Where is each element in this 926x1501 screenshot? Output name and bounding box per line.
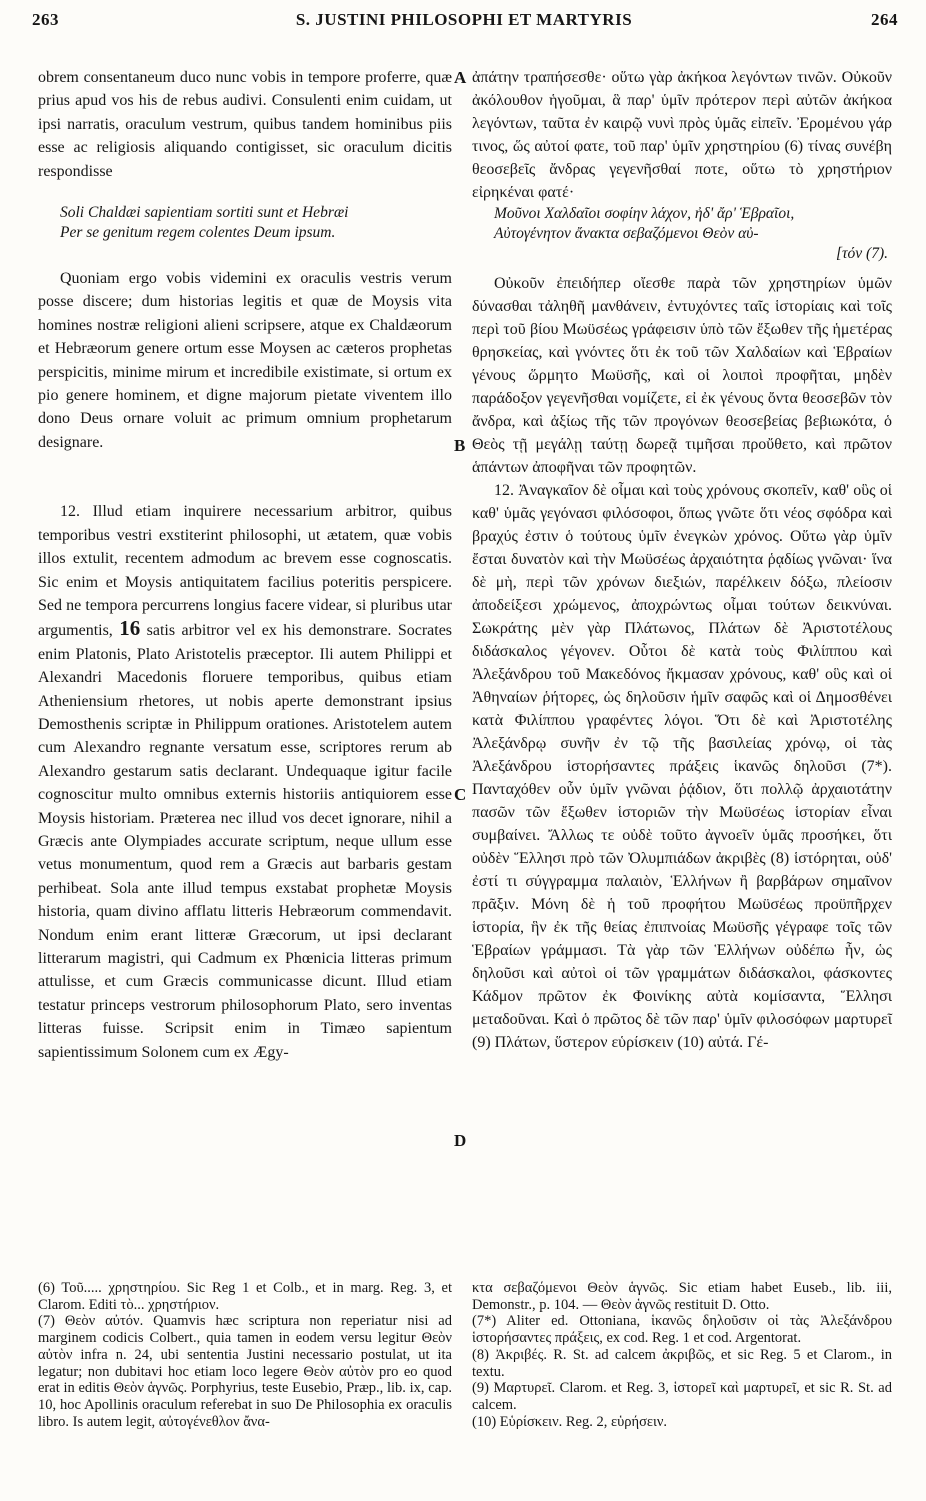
latin-verse-line-1: Soli Chaldæi sapientiam sortiti sunt et Hebræi bbox=[60, 204, 349, 222]
footnotes-left bbox=[38, 1280, 452, 1430]
greek-oracle-verse bbox=[494, 204, 892, 264]
greek-paragraph-1: ἀπάτην τραπήσεσθε· οὕτω γὰρ ἀκήκοα λεγόντων τινῶν. Οὐκοῦν ἀκόλουθον ἡγοῦμαι, ἃ παρ' ὑμῖν πρότερον περὶ αὐτῶν ἀκήκοα λεγόντων, ταῦτα ἐν καιρῷ νυνὶ πρὸς ὑμᾶς εἰπεῖν. Ἐρομένου γάρ τινος, ὥς αὐτοί φατε, τοῦ παρ' ὑμῖν χρηστηρίου (6) τίνας συνέβη θεοσεβεῖς ἄνδρας γεγενῆσθαί ποτε, οὕτω τὸ χρηστήριον εἰρηκέναι φατέ· bbox=[472, 69, 892, 201]
latin-verse-line-2: Per se genitum regem colentes Deum ipsum. bbox=[60, 224, 336, 242]
footnote-7-star: (7*) Aliter ed. Ottoniana, ἱκανῶς δηλοῦσιν οἱ τὰς Ἀλεξάνδρου ἱστορήσαντες πράξεις, ex cod. Reg. 1 et cod. Argentorat. bbox=[472, 1313, 892, 1347]
greek-verse-line-1: Μοῦνοι Χαλδαῖοι σοφίην λάχον, ἠδ' ἄρ' Ἑβραῖοι, bbox=[494, 205, 795, 222]
latin-oracle-verse bbox=[60, 203, 452, 243]
footnote-10: (10) Εὑρίσκειν. Reg. 2, εὑρήσειν. bbox=[472, 1413, 668, 1430]
page-number-left: 263 bbox=[32, 10, 59, 29]
latin-paragraph-1: obrem consentaneum duco nunc vobis in tempore proferre, quæ prius apud vos his de rebus audivi. Consulenti enim cuidam, ut ipsi narratis, oraculum vestrum, quibus tandem hominibus piis esse ac religiosis aliquando contigisset, sic oraculum dicitis respondisse bbox=[38, 69, 452, 180]
latin-paragraph-12-part-1: 12. Illud etiam inquirere necessarium arbitror, quibus temporibus vestri exstiterint philosophi, ut ætatem, quæ vobis illos extulit, recentem admodum ac brevem esse cognoscatis. Sic enim et Moysis antiquitatem facilius poteritis perspicere. Sed ne tempora percurrens longius facere videar, si pluribus utar argumentis, bbox=[38, 503, 452, 640]
latin-paragraph-12-part-2: satis arbitror vel ex his demonstrare. Socrates enim Platonis, Plato Aristotelis præceptor. Ili autem Philippi et Alexandri Macedonis floruere temporibus, quibus etiam Atheniensium rhetores, ut nobis aperte demonstrant ipsius Demosthenis scriptæ in Philippum orationes. Aristotelem autem cum Alexandro regnante versatum esse, scriptores rerum ab Alexandro gestarum satis declarant. Undequaque igitur facile cognoscitur multo omnibus externis historiis antiquiorem esse Moysis historiam. Præterea nec illud vos decet ignorare, nihil a Græcis ante Olympiades accurate scriptum, neque ullum esse vetus monumentum, quod rem a Græcis aut barbaris gestam perhibeat. Sola ante illud tempus exstabat prophetæ Moysis historia, quam divino afflatu litteris Hebræorum commendavit. Nondum enim erant litteræ Græcorum, ut ipsi declarant litterarum magistri, qui Cadmum ex Phœnicia litteras primum attulisse, et cum Græcis communicasse dicunt. Illud etiam testatur princeps vestrorum philosophorum Plato, sero inventas litteras fuisse. Scripsit enim in Timæo sapientum sapientissimum Solonem cum ex Ægy- bbox=[38, 622, 453, 1061]
footnote-9: (9) Μαρτυρεῖ. Clarom. et Reg. 3, ἱστορεῖ καὶ μαρτυρεῖ, et sic R. St. ad calcem. bbox=[472, 1380, 892, 1413]
marker-d: D bbox=[454, 1131, 467, 1150]
marker-a: A bbox=[454, 68, 467, 87]
footnote-7-continued: κτα σεβαζόμενοι Θεὸν ἁγνῶς. Sic etiam habet Euseb., lib. iii, Demonstr., p. 104. — Θεὸν ἁγνῶς restituit D. Otto. bbox=[472, 1280, 892, 1313]
latin-column bbox=[38, 66, 452, 1064]
latin-paragraph-2: Quoniam ergo vobis videmini ex oraculis vestris verum posse discere; dum historias legitis et quæ de Moysis vita homines nostræ religioni alieni scripsere, atque ex Chaldæorum et Hebræorum genere ortum esse Moysen ac cæteros prophetas perspicitis, minime mirum et incredibile existimate, si ortum ex pio genere hominem, et digne majorum pietate viventem illo dono Deus ornare voluit ac primum omnium prophetarum designare. bbox=[38, 270, 452, 451]
page-number-right: 264 bbox=[871, 10, 898, 29]
inline-page-number: 16 bbox=[119, 616, 141, 641]
footnotes-right bbox=[472, 1280, 892, 1430]
greek-paragraph-2: Οὐκοῦν ἐπειδήπερ οἴεσθε παρὰ τῶν χρηστηρίων ὑμῶν δύνασθαι τἀληθῆ μανθάνειν, ἐντυχόντες ταῖς ἱστορίαις καὶ τοῖς περὶ τοῦ βίου Μωϋσέως γράφεισιν ὑπὸ τῶν ἔξωθεν τῆς ἡμετέρας θρησκείας, καὶ γνόντες ὅτι ἐκ τοῦ τῶν Χαλδαίων καὶ Ἑβραίων γένους ὥρμητο Μωϋσῆς, καὶ οἱ λοιποὶ προφῆται, μηδὲν παράδοξον γεγενῆσθαι νομίζετε, εἰ ἐκ γένους ὄντα θεοσεβῶν τὸν ἄνδρα, καὶ ἀξίως τῆς τῶν προγόνων θεοσεβείας βεβιωκότα, ὁ Θεὸς τῇ μεγάλῃ ταύτῃ δωρεᾷ τιμῆσαι προὔθετο, καὶ πρῶτον ἁπάντων ἀποφῆναι τῶν προφητῶν. bbox=[472, 275, 892, 476]
greek-paragraph-12: 12. Ἀναγκαῖον δὲ οἶμαι καὶ τοὺς χρόνους σκοπεῖν, καθ' οὓς οἱ καθ' ὑμᾶς γεγόνασι φιλόσοφοι, ὅπως γνῶτε ὅτι νέος σφόδρα καὶ βραχύς ἐστιν ὁ τούτους ὑμῖν ἐνεγκὼν χρόνος. Οὕτω γὰρ ὑμῖν ἔσται δυνατὸν καὶ τὴν Μωϋσέως ἀρχαιότητα ῥᾳδίως γνῶναι· ἵνα δὲ μὴ, περὶ τῶν χρόνων διεξιών, παρέλκειν δόξω, πλείοσιν ἀποδείξεσι χρώμενος, ἀποχρώντως οἶμαι τούτων δεικνύναι. Σωκράτης μὲν γὰρ Πλάτωνος, Πλάτων δὲ Ἀριστοτέλους διδάσκαλος γέγονεν. Οὗτοι δὲ κατὰ τοὺς Φιλίππου καὶ Ἀλεξάνδρου τοῦ Μακεδόνος ἤκμασαν χρόνους, καθ' οὓς καὶ οἱ Ἀθηναίων ῥήτορες, ὡς δηλοῦσιν ἡμῖν σαφῶς καὶ οἱ Δημοσθένει κατὰ Φιλίππου γραφέντες λόγοι. Ὅτι δὲ καὶ Ἀριστοτέλης Ἀλεξάνδρῳ συνῆν ἐν τῷ τῆς βασιλείας χρόνῳ, οἱ τὰς Ἀλεξάνδρου ἱστορήσαντες πράξεις ἱκανῶς δηλοῦσι (7*). Πανταχόθεν οὖν ὑμῖν γνῶναι ῥᾴδιον, ὅτι πολλῷ ἀρχαιοτάτην πασῶν τῶν ἔξωθεν ἱστοριῶν τὴν Μωϋσέως ἱστορίαν εἶναι συμβαίνει. Ἄλλως τε οὐδὲ τοῦτο ἀγνοεῖν ὑμᾶς προσήκει, ὅτι οὐδὲν Ἕλλησι πρὸ τῶν Ὀλυμπιάδων ἀκριβὲς (8) ἱστόρηται, οὐδ' ἐστί τι σύγγραμμα παλαιὸν, Ἑλλήνων ἢ βαρβάρων σημαῖνον πρᾶξιν. Μόνη δὲ ἡ τοῦ προφήτου Μωϋσέως προϋπῆρχεν ἱστορία, ἣν ἐκ τῆς θείας ἐπιπνοίας Μωϋσῆς γέγραφε τοῖς τῶν Ἑβραίων γράμμασι. Τὰ γὰρ τῶν Ἑλλήνων οὐδέπω ἦν, ὡς δηλοῦσι καὶ αὐτοὶ οἱ τῶν γραμμάτων διδάσκαλοι, φάσκοντες Κάδμον πρῶτον ἐκ Φοινίκης αὐτὰ κομίσαντα, Ἕλλησι μεταδοῦναι. Καὶ ὁ πρῶτος δὲ τῶν παρ' ὑμῖν φιλοσόφων μαρτυρεῖ (9) Πλάτων, ὕστερον εὑρίσκειν (10) αὐτά. Γέ- bbox=[472, 482, 892, 1051]
greek-column bbox=[472, 66, 892, 1054]
greek-verse-line-3: [τόν (7). bbox=[835, 245, 888, 262]
footnote-6: (6) Τοῦ..... χρηστηρίου. Sic Reg 1 et Colb., et in marg. Reg. 3, et Clarom. Editi τὸ... χρηστήριον. bbox=[38, 1280, 452, 1313]
footnote-7: (7) Θεὸν αὐτόν. Quamvis hæc scriptura non reperiatur nisi ad marginem codicis Colbert., quia tamen in eodem versu legitur Θεὸν αὐτὸν infra n. 24, ubi sententia Justini necessario postulat, ut ita legatur; non dubitavi hoc etiam loco legere Θεὸν αὐτὸν pro eo quod erat in editis Θεὸν ἁγνῶς. Porphyrius, teste Eusebio, Præp., lib. ix, cap. 10, hoc Apollinis oraculum referebat in suo De Philosophia ex oraculis libro. Is autem legit, αὐτογένεθλον ἄνα- bbox=[38, 1313, 452, 1430]
latin-paragraph-12 bbox=[38, 500, 452, 1064]
running-title: S. JUSTINI PHILOSOPHI ET MARTYRIS bbox=[295, 10, 633, 29]
marker-b: B bbox=[454, 436, 466, 455]
greek-verse-line-2: Αὐτογένητον ἄνακτα σεβαζόμενοι Θεὸν αὐ- bbox=[494, 225, 759, 242]
running-header bbox=[30, 10, 898, 36]
footnote-8: (8) Ἀκριβές. R. St. ad calcem ἀκριβῶς, et sic Reg. 5 et Clarom., in textu. bbox=[472, 1346, 892, 1380]
marker-c: C bbox=[454, 785, 467, 804]
